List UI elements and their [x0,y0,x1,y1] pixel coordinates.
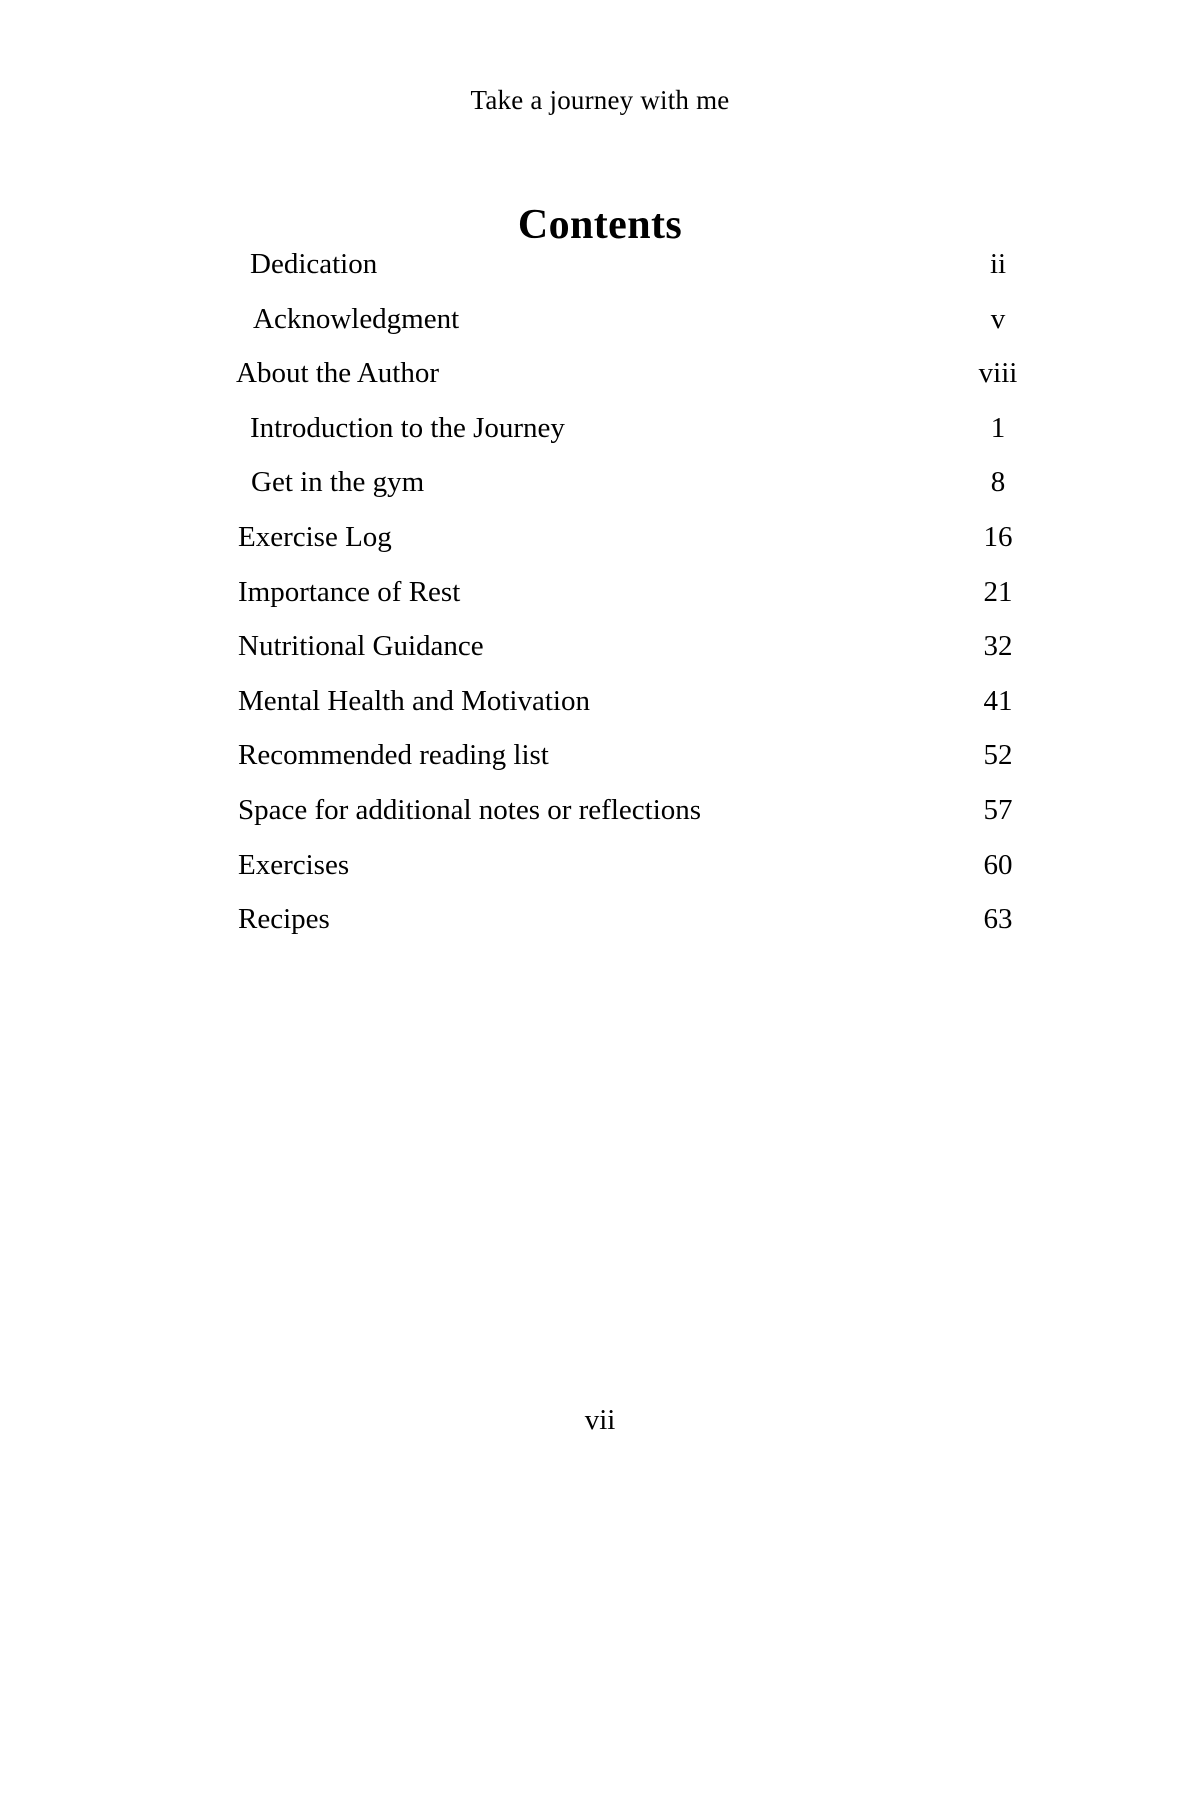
toc-entry-page-number: v [990,302,1006,335]
toc-entry[interactable] [0,510,1200,565]
toc-entry-page-number: 57 [983,793,1013,826]
toc-entry-title: Introduction to the Journey [250,411,565,444]
toc-entry-title: Space for additional notes or reflections [238,793,702,826]
running-head: Take a journey with me [470,85,730,115]
page-title: Contents [517,202,683,249]
toc-entry[interactable] [0,838,1200,893]
toc-entry-page-number: 60 [983,848,1013,881]
toc-entry-page-number: viii [978,357,1018,390]
toc-entry-page-number: 41 [983,684,1013,717]
toc-entry[interactable] [0,892,1200,947]
toc-entry-page-number: 32 [983,630,1013,663]
toc-entry-page-number: 52 [983,739,1013,772]
toc-entry[interactable] [0,674,1200,729]
toc-entry[interactable] [0,783,1200,838]
toc-entry-title: Nutritional Guidance [238,630,484,663]
toc-entry[interactable] [0,346,1200,401]
toc-entry-title: About the Author [236,357,439,390]
toc-entry-title: Mental Health and Motivation [238,684,590,717]
folio-page-number: vii [584,1404,616,1436]
toc-entry-title: Exercises [238,848,350,881]
toc-entry-page-number: 21 [983,575,1013,608]
toc-entry[interactable] [0,728,1200,783]
toc-entry-title: Acknowledgment [253,302,460,335]
toc-entry[interactable] [0,619,1200,674]
toc-entry[interactable] [0,401,1200,456]
toc-entry-title: Exercise Log [238,520,392,553]
toc-entry[interactable] [0,565,1200,620]
toc-entry-page-number: 8 [990,466,1006,499]
toc-entry[interactable] [0,292,1200,347]
toc-entry-title: Importance of Rest [238,575,461,608]
toc-entry-page-number: 63 [983,903,1013,936]
toc-entry-page-number: ii [989,248,1007,280]
toc-entry-page-number: 16 [983,520,1013,553]
toc-entry-page-number: 1 [990,411,1006,444]
toc-entry-title: Recommended reading list [238,739,549,772]
toc-entry[interactable] [0,237,1200,292]
toc-entry-title: Recipes [238,903,330,936]
toc-entry-title: Dedication [250,248,378,280]
toc-entry-title: Get in the gym [251,466,425,499]
toc-entry[interactable] [0,455,1200,510]
table-of-contents [0,237,1200,947]
